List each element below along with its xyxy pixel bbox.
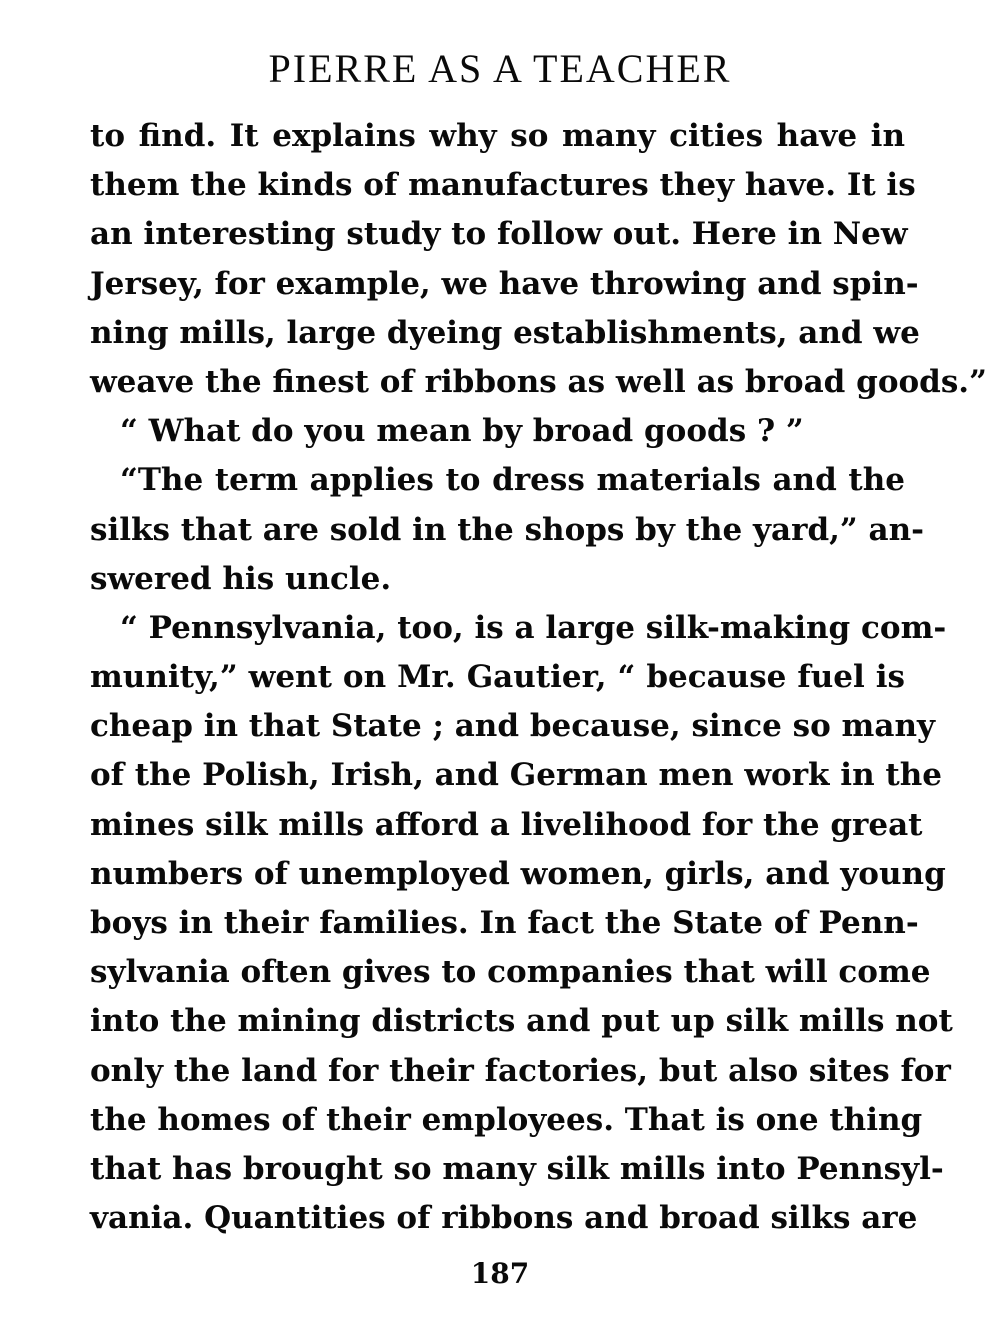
text-line: ning mills, large dyeing establishments, and we (90, 314, 920, 351)
text-line: boys in their families. In fact the State of Penn- (90, 905, 919, 941)
text-line: weave the finest of ribbons as well as broad goods.” (90, 363, 987, 400)
body-text (90, 112, 987, 1243)
text-line: swered his uncle. (90, 560, 392, 597)
text-line: silks that are sold in the shops by the yard,” an- (90, 511, 925, 548)
text-line: that has brought so many silk mills into Pennsyl- (90, 1150, 944, 1187)
text-line: vania. Quantities of ribbons and broad silks are (90, 1200, 918, 1237)
text-line: “ Pennsylvania, too, is a large silk-making com- (120, 609, 947, 646)
running-head-title: PIERRE AS A TEACHER (268, 46, 732, 91)
text-line: to find. It explains why so many cities have in (90, 118, 905, 154)
text-line: numbers of unemployed women, girls, and young (90, 855, 946, 892)
text-line: sylvania often gives to companies that will come (90, 954, 931, 991)
text-line: “The term applies to dress materials and the (120, 462, 905, 499)
text-line: an interesting study to follow out. Here in New (90, 216, 908, 253)
page-number: 187 (470, 1257, 530, 1290)
text-line: only the land for their factories, but also sites for (90, 1052, 951, 1089)
text-line: the homes of their employees. That is one thing (90, 1101, 923, 1138)
text-line: of the Polish, Irish, and German men work in the (90, 757, 943, 794)
text-line: munity,” went on Mr. Gautier, “ because fuel is (90, 659, 905, 696)
text-line: Jersey, for example, we have throwing and spin- (90, 265, 919, 302)
text-line: mines silk mills afford a livelihood for the great (90, 806, 923, 843)
text-line: cheap in that State ; and because, since so many (90, 708, 935, 745)
text-line: into the mining districts and put up silk mills not (90, 1003, 953, 1040)
text-line: “ What do you mean by broad goods ? ” (120, 413, 804, 450)
text-line: them the kinds of manufactures they have. It is (90, 167, 916, 204)
